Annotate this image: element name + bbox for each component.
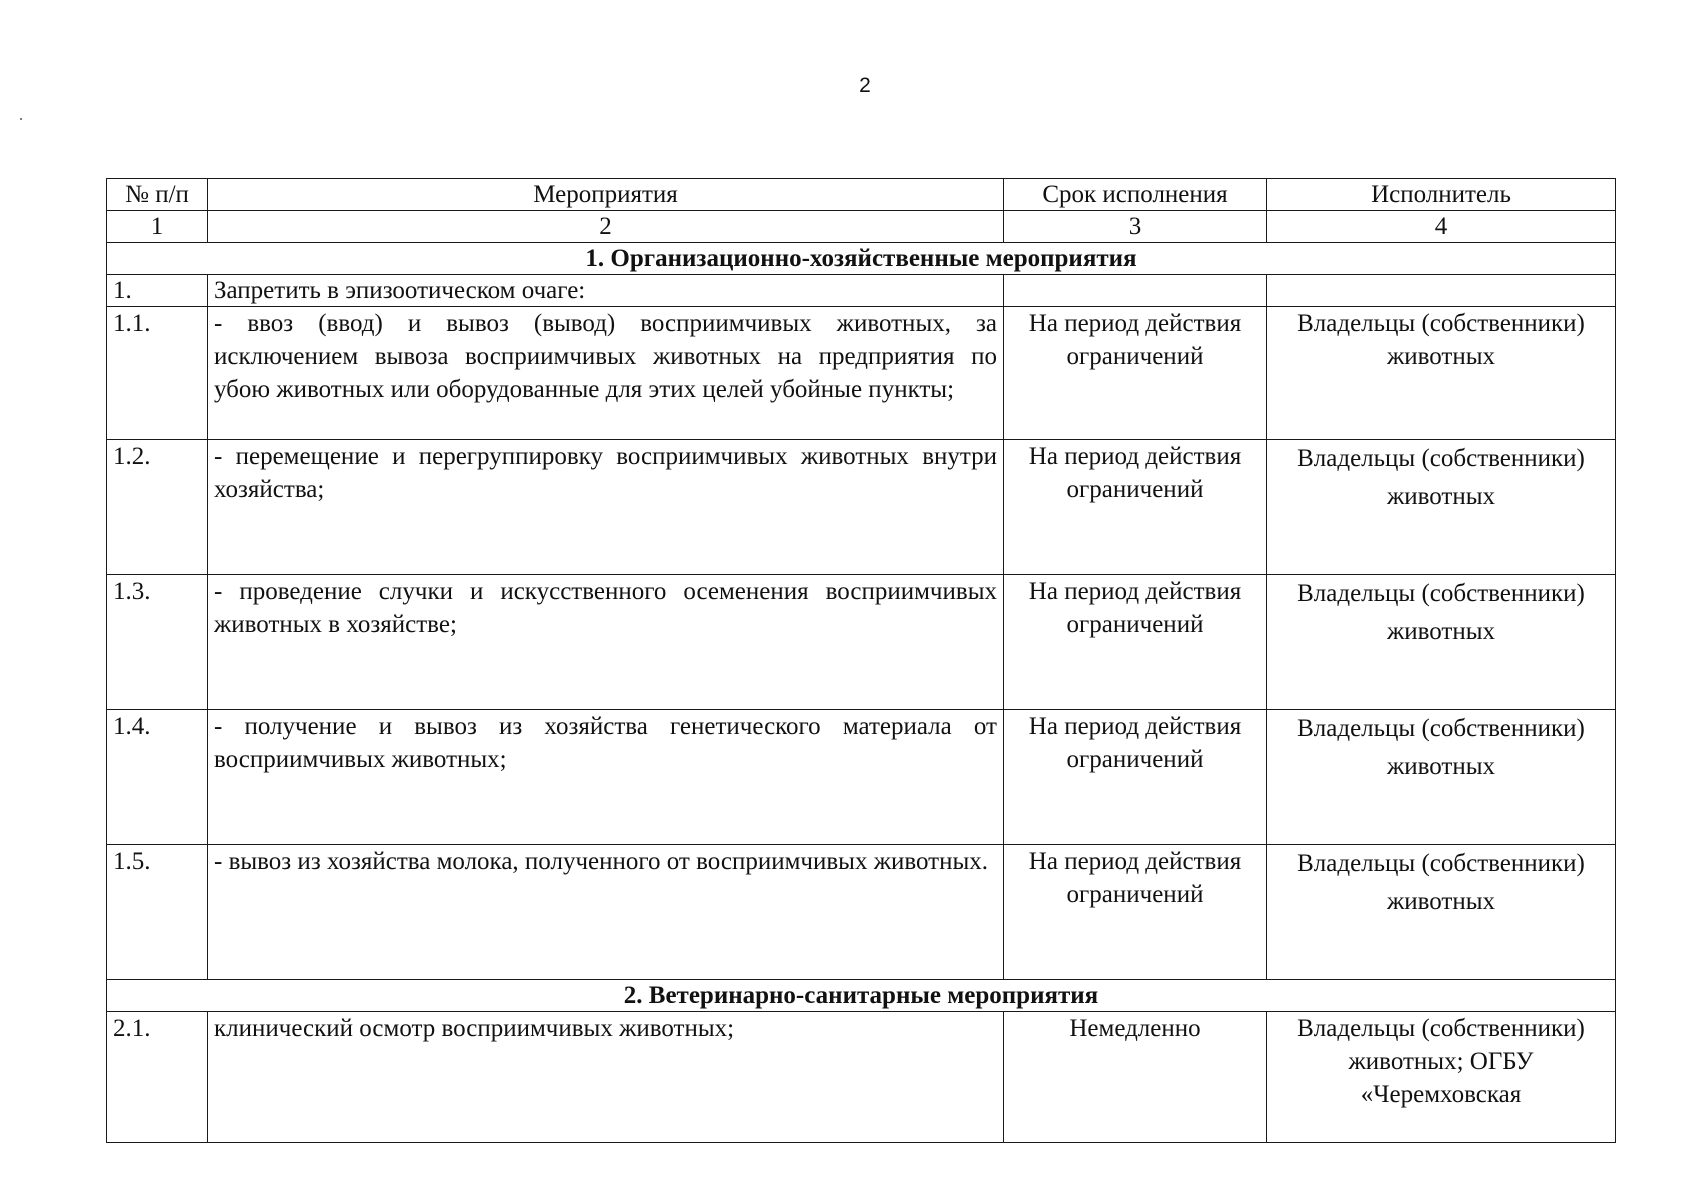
row-term: На период действия ограничений (1004, 440, 1267, 575)
table-row (107, 440, 1616, 575)
row-term: На период действия ограничений (1004, 710, 1267, 845)
header-term: Срок исполнения (1004, 179, 1267, 211)
table-row (107, 710, 1616, 845)
table-row (107, 275, 1616, 307)
row-executor (1267, 275, 1616, 307)
column-number-1: 1 (107, 211, 208, 243)
column-number-4: 4 (1267, 211, 1616, 243)
row-executor: Владельцы (собственники) животных (1267, 845, 1616, 980)
section-heading-row (107, 980, 1616, 1012)
table-row (107, 845, 1616, 980)
table-row (107, 307, 1616, 440)
row-activity: - вывоз из хозяйства молока, полученного от восприимчивых животных. (208, 845, 1004, 980)
row-executor: Владельцы (собственники) животных (1267, 440, 1616, 575)
header-number: № п/п (107, 179, 208, 211)
row-number: 1.1. (107, 307, 208, 440)
section-heading-row (107, 243, 1616, 275)
row-term: Немедленно (1004, 1012, 1267, 1143)
row-executor: Владельцы (собственники) животных (1267, 307, 1616, 440)
row-activity: - ввоз (ввод) и вывоз (вывод) восприимчивых животных, за исключением вывоза восприимчивых животных на предприятия по убою животных или оборудованные для этих целей убойные пункты; (208, 307, 1004, 440)
table-row (107, 575, 1616, 710)
table-header-row (107, 179, 1616, 211)
row-term (1004, 275, 1267, 307)
section-heading: 2. Ветеринарно-санитарные мероприятия (107, 980, 1616, 1012)
row-number: 1.3. (107, 575, 208, 710)
row-activity: клинический осмотр восприимчивых животных; (208, 1012, 1004, 1143)
scan-speck (20, 118, 22, 120)
row-number: 1.4. (107, 710, 208, 845)
row-term: На период действия ограничений (1004, 575, 1267, 710)
table-row (107, 1012, 1616, 1143)
measures-table (106, 178, 1616, 1143)
row-term: На период действия ограничений (1004, 845, 1267, 980)
section-heading: 1. Организационно-хозяйственные мероприятия (107, 243, 1616, 275)
row-number: 1. (107, 275, 208, 307)
row-executor: Владельцы (собственники) животных (1267, 575, 1616, 710)
row-activity: - перемещение и перегруппировку восприимчивых животных внутри хозяйства; (208, 440, 1004, 575)
header-activities: Мероприятия (208, 179, 1004, 211)
row-number: 1.2. (107, 440, 208, 575)
row-activity: - проведение случки и искусственного осеменения восприимчивых животных в хозяйстве; (208, 575, 1004, 710)
row-activity: - получение и вывоз из хозяйства генетического материала от восприимчивых животных; (208, 710, 1004, 845)
column-number-3: 3 (1004, 211, 1267, 243)
row-term: На период действия ограничений (1004, 307, 1267, 440)
row-number: 2.1. (107, 1012, 208, 1143)
column-number-2: 2 (208, 211, 1004, 243)
header-executor: Исполнитель (1267, 179, 1616, 211)
column-numbers-row (107, 211, 1616, 243)
row-executor: Владельцы (собственники) животных; ОГБУ «Черемховская (1267, 1012, 1616, 1143)
row-number: 1.5. (107, 845, 208, 980)
page-number: 2 (859, 74, 871, 97)
row-activity: Запретить в эпизоотическом очаге: (208, 275, 1004, 307)
row-executor: Владельцы (собственники) животных (1267, 710, 1616, 845)
